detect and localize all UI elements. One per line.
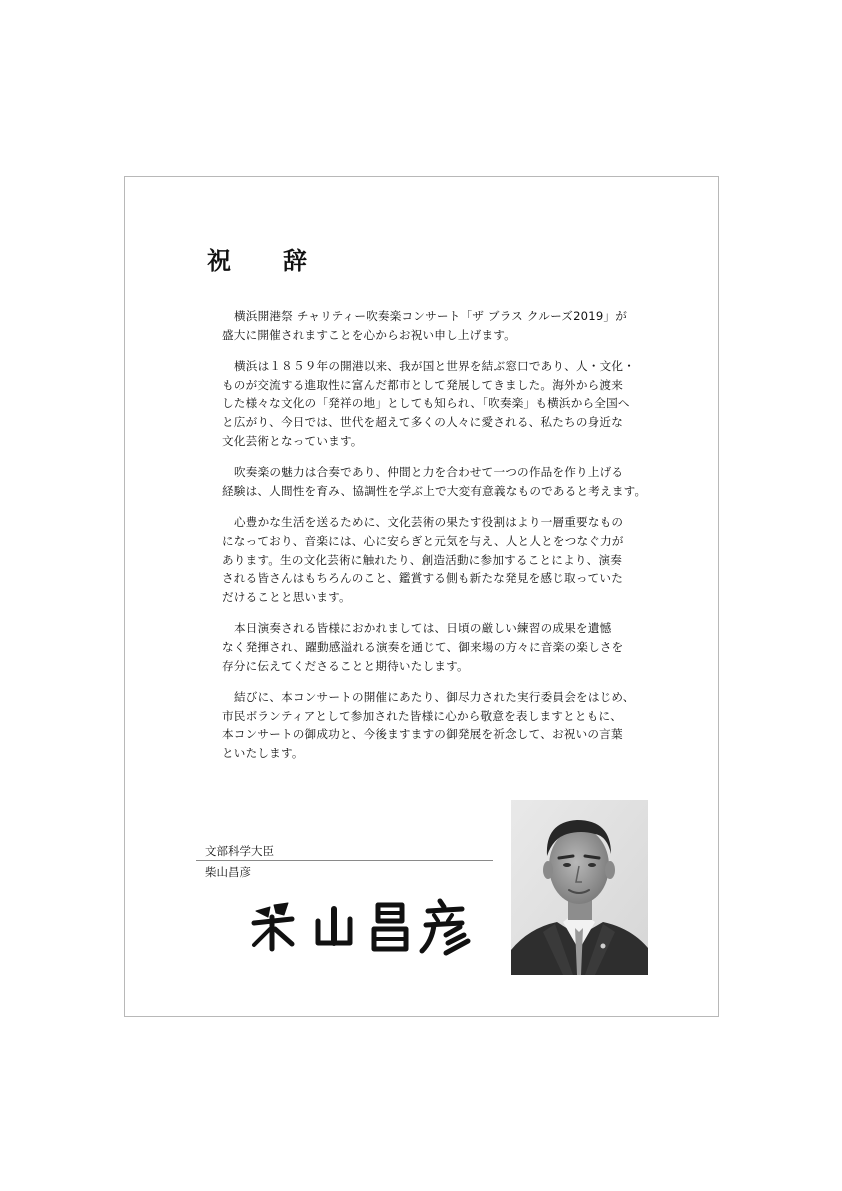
paragraph xyxy=(222,619,630,675)
text-line: なく発揮され、躍動感溢れる演奏を通じて、御来場の方々に音楽の楽しさを xyxy=(222,639,624,654)
signature-glyph xyxy=(318,909,350,943)
paragraph xyxy=(222,307,630,344)
text-line: になっており、音楽には、心に安らぎと元気を与え、人と人とをつなぐ力が xyxy=(222,533,624,548)
signature-glyph xyxy=(374,905,406,949)
text-line: 本コンサートの御成功と、今後ますますの御発展を祈念して、お祝いの言葉 xyxy=(222,727,623,742)
text-line: 文化芸術となっています。 xyxy=(222,433,363,448)
text-line: 盛大に開催されますことを心からお祝い申し上げます。 xyxy=(222,327,516,342)
portrait-photo xyxy=(511,800,648,975)
text-line: 結びに、本コンサートの開催にあたり、御尽力された実行委員会をはじめ、 xyxy=(234,690,635,705)
text-line: 経験は、人間性を育み、協調性を学ぶ上で大変有意義なものであると考えます。 xyxy=(222,483,647,498)
signature-glyph xyxy=(254,903,292,949)
text-line: と広がり、今日では、世代を超えて多くの人々に愛される、私たちの身近な xyxy=(222,414,623,429)
text-line: 市民ボランティアとして参加された皆様に心から敬意を表しますとともに、 xyxy=(222,708,623,723)
page-title: 祝 辞 xyxy=(207,246,321,275)
text-line: 本日演奏される皆様におかれましては、日頃の厳しい練習の成果を遺憾 xyxy=(234,621,612,636)
divider xyxy=(196,860,493,861)
text-line: される皆さんはもちろんのこと、鑑賞する側も新たな発見を感じ取っていた xyxy=(222,571,623,586)
text-line: といたします。 xyxy=(222,745,304,760)
handwritten-signature xyxy=(248,897,478,957)
paragraph xyxy=(222,513,630,606)
text-line: ものが交流する進取性に富んだ都市として発展してきました。海外から渡来 xyxy=(222,377,623,392)
text-line: 心豊かな生活を送るために、文化芸術の果たす役割はより一層重要なもの xyxy=(234,515,624,530)
text-line: 存分に伝えてくださることと期待いたします。 xyxy=(222,658,469,673)
signature-glyph xyxy=(422,901,468,953)
text-line: だけることと思います。 xyxy=(222,589,351,604)
paragraph xyxy=(222,688,635,762)
text-line: あります。生の文化芸術に触れたり、創造活動に参加することにより、演奏 xyxy=(222,552,623,567)
paragraph xyxy=(222,357,635,450)
signatory-name: 柴山昌彦 xyxy=(205,865,251,879)
signatory-role: 文部科学大臣 xyxy=(205,844,274,858)
text-line: 横浜は１８５９年の開港以来、我が国と世界を結ぶ窓口であり、人・文化・ xyxy=(234,359,635,374)
text-line: 横浜開港祭 チャリティー吹奏楽コンサート「ザ ブラス クルーズ2019」が xyxy=(234,309,627,323)
text-line: した様々な文化の「発祥の地」としても知られ、「吹奏楽」も横浜から全国へ xyxy=(222,396,630,411)
paragraph xyxy=(222,463,647,500)
message-body xyxy=(222,307,647,775)
text-line: 吹奏楽の魅力は合奏であり、仲間と力を合わせて一つの作品を作り上げる xyxy=(234,465,624,480)
